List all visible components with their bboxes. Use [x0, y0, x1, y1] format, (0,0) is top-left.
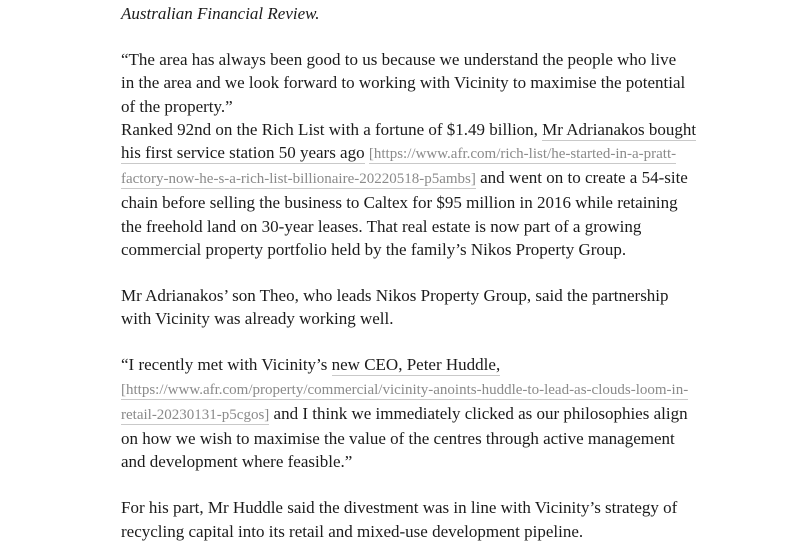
text-line [121, 141, 791, 166]
text-run: “I recently met with Vicinity’s [121, 355, 332, 375]
paragraph [121, 118, 791, 261]
text-line [121, 238, 791, 261]
text-line [121, 95, 791, 118]
text-run: Ranked 92nd on the Rich List with a fortune of $1.49 billion, [121, 119, 543, 139]
text-run: the freehold land on 30-year leases. That real estate is now part of a growing [121, 216, 642, 236]
text-line [121, 353, 791, 376]
inline-link-url[interactable]: [https://www.afr.com/rich-list/he-started-in-a-pratt- [368, 146, 677, 163]
text-run: and I think we immediately clicked as our philosophies align [269, 403, 688, 423]
text-line [121, 48, 791, 71]
text-line [121, 402, 791, 427]
paragraph [121, 496, 791, 542]
text-line [121, 284, 791, 307]
text-line [121, 520, 791, 543]
text-run: and went on to create a 54-site [475, 168, 688, 188]
text-line [121, 166, 791, 191]
paragraph [121, 48, 791, 118]
text-line [121, 191, 791, 214]
text-run: Mr Adrianakos’ son Theo, who leads Nikos Property Group, said the partnership [121, 286, 669, 306]
text-run: in the area and we look forward to working with Vicinity to maximise the potential [121, 73, 686, 93]
paragraph [121, 2, 791, 25]
text-run: of the property.” [121, 96, 233, 116]
text-run: Australian Financial Review. [121, 4, 320, 23]
inline-link[interactable]: his first service station 50 years ago [121, 143, 365, 163]
text-run: with Vicinity was already working well. [121, 309, 394, 329]
text-run: on how we wish to maximise the value of the centres through active management [121, 429, 675, 449]
text-line [121, 215, 791, 238]
text-run: and development where feasible.” [121, 452, 353, 472]
text-line [121, 307, 791, 330]
paragraph [121, 284, 791, 330]
text-line [121, 450, 791, 473]
text-line [121, 496, 791, 519]
inline-link-url[interactable]: retail-20230131-p5cgos] [121, 406, 270, 423]
inline-link-url[interactable]: factory-now-he-s-a-rich-list-billionaire-20220518-p5ambs] [121, 171, 476, 188]
inline-link[interactable]: Mr Adrianakos bought [542, 119, 697, 139]
text-line [121, 71, 791, 94]
text-line [121, 118, 791, 141]
text-run: For his part, Mr Huddle said the divestment was in line with Vicinity’s strategy of [121, 498, 678, 518]
inline-link-url[interactable]: [https://www.afr.com/property/commercial/vicinity-anoints-huddle-to-lead-as-clouds-loom-in- [121, 381, 689, 398]
text-run: chain before selling the business to Caltex for $95 million in 2016 while retaining [121, 193, 678, 213]
text-line [121, 377, 791, 402]
text-run: recycling capital into its retail and mixed-use development pipeline. [121, 521, 584, 541]
paragraph [121, 353, 791, 473]
inline-link[interactable]: new CEO, Peter Huddle, [331, 355, 501, 375]
text-line [121, 427, 791, 450]
text-run: “The area has always been good to us because we understand the people who live [121, 50, 677, 70]
text-line [121, 2, 791, 25]
text-run: commercial property portfolio held by the family’s Nikos Property Group. [121, 239, 627, 259]
